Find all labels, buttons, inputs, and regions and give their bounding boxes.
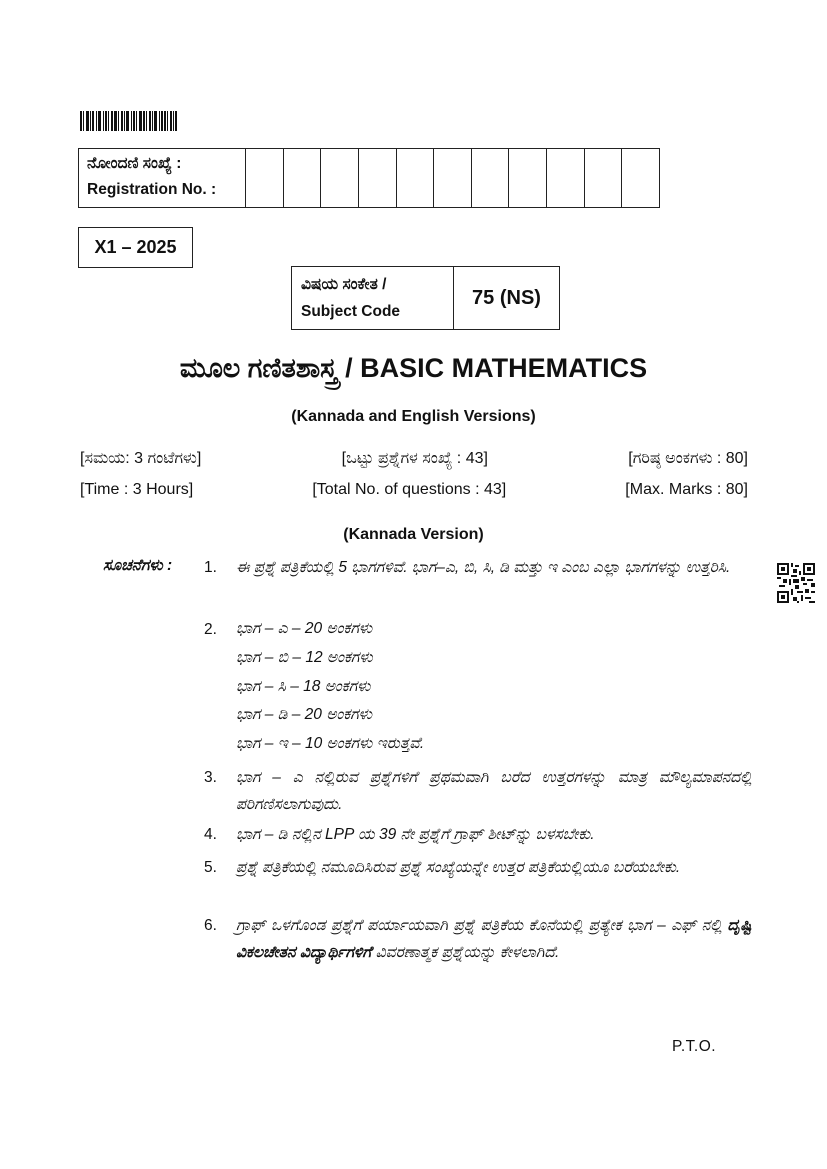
instruction-text: ಈ ಪ್ರಶ್ನೆ ಪತ್ರಿಕೆಯಲ್ಲಿ 5 ಭಾಗಗಳಿವೆ. ಭಾಗ–ಎ, ಬಿ, ಸಿ, ಡಿ ಮತ್ತು ಇ ಎಂಬ ಎಲ್ಲಾ ಭಾಗಗಳನ್ನು ಉತ್ತರಿಸಿ.	[236, 559, 731, 576]
registration-box	[78, 148, 660, 208]
registration-number-cells	[246, 149, 659, 207]
registration-digit-cell[interactable]	[397, 149, 435, 207]
registration-label-kannada: ನೋಂದಣಿ ಸಂಖ್ಯೆ :	[87, 155, 182, 172]
registration-digit-cell[interactable]	[547, 149, 585, 207]
paper-code: X1 – 2025	[78, 227, 193, 268]
instruction-3	[204, 764, 752, 818]
time-english: [Time : 3 Hours]	[80, 481, 194, 498]
registration-label-english: Registration No. :	[87, 181, 217, 198]
registration-digit-cell[interactable]	[284, 149, 322, 207]
instruction-text: ಭಾಗ – ಎ ನಲ್ಲಿರುವ ಪ್ರಶ್ನೆಗಳಿಗೆ ಪ್ರಥಮವಾಗಿ ಬರೆದ ಉತ್ತರಗಳನ್ನು ಮಾತ್ರ ಮೌಲ್ಯಮಾಪನದಲ್ಲಿ ಪರಿಗಣಿಸಲಾಗುವುದು.	[236, 769, 752, 813]
subject-code-label-english: Subject Code	[301, 303, 401, 320]
registration-digit-cell[interactable]	[246, 149, 284, 207]
marks-part-a: ಭಾಗ – ಎ – 20 ಅಂಕಗಳು	[236, 620, 373, 637]
marks-english: [Max. Marks : 80]	[625, 481, 748, 498]
version-heading: (Kannada Version)	[343, 526, 484, 543]
instruction-text	[236, 912, 752, 966]
subject-code-label	[292, 267, 454, 329]
instruction-4	[204, 821, 752, 848]
subject-code-box	[291, 266, 560, 330]
subject-code-value: 75 (NS)	[472, 287, 541, 309]
instruction-text-bold: ದೃಷ್ಟಿ ವಿಕಲಚೇತನ ವಿದ್ಯಾರ್ಥಿಗಳಿಗೆ	[236, 917, 752, 961]
registration-digit-cell[interactable]	[585, 149, 623, 207]
instruction-number: 5.	[204, 859, 217, 876]
marks-part-e: ಭಾಗ – ಇ – 10 ಅಂಕಗಳು ಇರುತ್ತವೆ.	[236, 735, 425, 752]
instruction-1	[204, 554, 752, 581]
instruction-number: 4.	[204, 826, 217, 843]
instruction-number: 3.	[204, 769, 217, 786]
pto-footer: P.T.O.	[672, 1038, 717, 1055]
barcode	[80, 111, 189, 131]
qr-code	[777, 563, 815, 603]
registration-digit-cell[interactable]	[434, 149, 472, 207]
meta-row-english	[80, 481, 748, 499]
instruction-text: ಭಾಗ – ಡಿ ನಲ್ಲಿನ LPP ಯ 39 ನೇ ಪ್ರಶ್ನೆಗೆ ಗ್ರಾಫ್ ಶೀಟ್‌ನ್ನು ಬಳಸಬೇಕು.	[236, 826, 595, 843]
instruction-number: 1.	[204, 559, 217, 576]
instruction-6	[204, 912, 752, 966]
instruction-text: ಪ್ರಶ್ನೆ ಪತ್ರಿಕೆಯಲ್ಲಿ ನಮೂದಿಸಿರುವ ಪ್ರಶ್ನೆ ಸಂಖ್ಯೆಯನ್ನೇ ಉತ್ತರ ಪತ್ರಿಕೆಯಲ್ಲಿಯೂ ಬರೆಯಬೇಕು.	[236, 859, 681, 876]
registration-label	[79, 149, 246, 207]
questions-english: [Total No. of questions : 43]	[312, 481, 507, 498]
marks-kannada: [ಗರಿಷ್ಠ ಅಂಕಗಳು : 80]	[628, 450, 748, 467]
instruction-5	[204, 854, 752, 881]
meta-row-kannada	[80, 450, 748, 468]
marks-part-b: ಭಾಗ – ಬಿ – 12 ಅಂಕಗಳು	[236, 649, 373, 666]
registration-digit-cell[interactable]	[509, 149, 547, 207]
instruction-number: 6.	[204, 917, 217, 934]
instructions-label: ಸೂಚನೆಗಳು :	[103, 557, 173, 574]
registration-digit-cell[interactable]	[472, 149, 510, 207]
questions-kannada: [ಒಟ್ಟು ಪ್ರಶ್ನೆಗಳ ಸಂಖ್ಯೆ : 43]	[341, 450, 488, 467]
instruction-text-start: ಗ್ರಾಫ್ ಒಳಗೊಂಡ ಪ್ರಶ್ನೆಗೆ ಪರ್ಯಾಯವಾಗಿ ಪ್ರಶ್ನೆ ಪತ್ರಿಕೆಯ ಕೊನೆಯಲ್ಲಿ ಪ್ರತ್ಯೇಕ ಭಾಗ – ಎಫ್ ನಲ್ಲಿ	[236, 917, 728, 934]
registration-digit-cell[interactable]	[321, 149, 359, 207]
time-kannada: [ಸಮಯ: 3 ಗಂಟೆಗಳು]	[80, 450, 202, 467]
paper-title: ಮೂಲ ಗಣಿತಶಾಸ್ತ್ರ / BASIC MATHEMATICS	[179, 353, 648, 383]
marks-part-d: ಭಾಗ – ಡಿ – 20 ಅಂಕಗಳು	[236, 706, 373, 723]
subject-code-label-kannada: ವಿಷಯ ಸಂಕೇತ /	[301, 276, 387, 293]
instruction-text-end: ವಿವರಣಾತ್ಮಕ ಪ್ರಶ್ನೆಯನ್ನು ಕೇಳಲಾಗಿದೆ.	[371, 944, 560, 961]
marks-part-c: ಭಾಗ – ಸಿ – 18 ಅಂಕಗಳು	[236, 678, 371, 695]
registration-digit-cell[interactable]	[622, 149, 659, 207]
registration-digit-cell[interactable]	[359, 149, 397, 207]
instruction-number: 2.	[204, 621, 217, 638]
paper-subtitle: (Kannada and English Versions)	[291, 408, 536, 425]
